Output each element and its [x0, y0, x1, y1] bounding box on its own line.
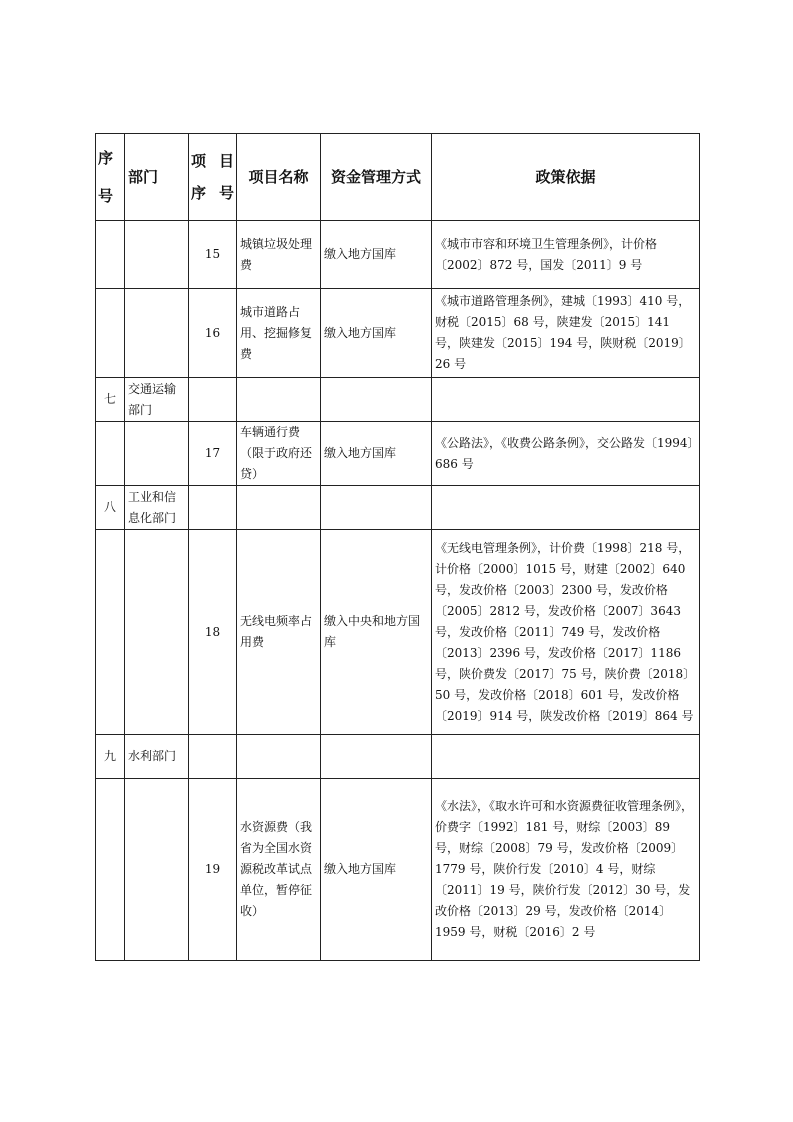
cell-dept: 水利部门 [125, 735, 189, 779]
table-row [96, 422, 700, 486]
cell-seq [96, 779, 125, 961]
cell-name [237, 486, 321, 530]
cell-fund [321, 378, 432, 422]
header-seq-line2: 号 [98, 187, 114, 205]
table-row [96, 530, 700, 735]
cell-fund: 缴入地方国库 [321, 779, 432, 961]
table-row [96, 486, 700, 530]
cell-dept [125, 422, 189, 486]
header-dept: 部门 [125, 134, 189, 221]
cell-item-seq: 18 [189, 530, 237, 735]
header-item-seq [189, 134, 237, 221]
table-header-row [96, 134, 700, 221]
cell-dept [125, 221, 189, 289]
cell-seq: 七 [96, 378, 125, 422]
table-row [96, 289, 700, 378]
header-seq [96, 134, 125, 221]
cell-fund: 缴入地方国库 [321, 221, 432, 289]
cell-seq: 八 [96, 486, 125, 530]
header-item-seq-a: 项 [191, 152, 207, 170]
cell-item-seq: 15 [189, 221, 237, 289]
cell-policy: 《公路法》，《收费公路条例》，交公路发〔1994〕686 号 [432, 422, 700, 486]
cell-item-seq: 17 [189, 422, 237, 486]
header-item-seq-c: 序 [191, 184, 207, 202]
fee-table [95, 133, 700, 961]
cell-item-seq: 16 [189, 289, 237, 378]
cell-fund: 缴入中央和地方国库 [321, 530, 432, 735]
header-fund: 资金管理方式 [321, 134, 432, 221]
cell-name: 城市道路占用、挖掘修复费 [237, 289, 321, 378]
header-name: 项目名称 [237, 134, 321, 221]
cell-dept: 工业和信息化部门 [125, 486, 189, 530]
cell-name: 无线电频率占用费 [237, 530, 321, 735]
cell-policy [432, 486, 700, 530]
cell-seq: 九 [96, 735, 125, 779]
cell-item-seq [189, 486, 237, 530]
table-row [96, 735, 700, 779]
cell-fund [321, 735, 432, 779]
cell-seq [96, 289, 125, 378]
cell-policy: 《水法》，《取水许可和水资源费征收管理条例》，价费字〔1992〕181 号，财综〔2003〕89 号，财综〔2008〕79 号，发改价格〔2009〕1779 号，陕价行发〔2010〕4 号，财综〔2011〕19 号，陕价行发〔2012〕30 号，发改价格〔2013〕29 号，发改价格〔2014〕1959 号，财税〔2016〕2 号 [432, 779, 700, 961]
cell-name [237, 378, 321, 422]
cell-dept [125, 779, 189, 961]
cell-policy: 《城市道路管理条例》，建城〔1993〕410 号，财税〔2015〕68 号，陕建发〔2015〕141 号，陕建发〔2015〕194 号，陕财税〔2019〕26 号 [432, 289, 700, 378]
cell-fund [321, 486, 432, 530]
cell-item-seq [189, 378, 237, 422]
cell-name: 水资源费（我省为全国水资源税改革试点单位，暂停征收） [237, 779, 321, 961]
header-item-seq-b: 目 [218, 152, 234, 170]
cell-item-seq: 19 [189, 779, 237, 961]
table-row [96, 378, 700, 422]
cell-fund: 缴入地方国库 [321, 422, 432, 486]
table-row [96, 779, 700, 961]
cell-seq [96, 530, 125, 735]
cell-name: 城镇垃圾处理费 [237, 221, 321, 289]
header-policy: 政策依据 [432, 134, 700, 221]
cell-name: 车辆通行费（限于政府还贷） [237, 422, 321, 486]
header-seq-line1: 序 [98, 149, 114, 167]
cell-seq [96, 422, 125, 486]
cell-dept: 交通运输部门 [125, 378, 189, 422]
cell-policy [432, 735, 700, 779]
cell-dept [125, 289, 189, 378]
table-row [96, 221, 700, 289]
cell-seq [96, 221, 125, 289]
cell-item-seq [189, 735, 237, 779]
cell-fund: 缴入地方国库 [321, 289, 432, 378]
cell-name [237, 735, 321, 779]
cell-policy [432, 378, 700, 422]
cell-policy: 《无线电管理条例》，计价费〔1998〕218 号，计价格〔2000〕1015 号，财建〔2002〕640 号，发改价格〔2003〕2300 号，发改价格〔2005〕2812 号，发改价格〔2007〕3643 号，发改价格〔2011〕749 号，发改价格〔2013〕2396 号，发改价格〔2017〕1186 号，陕价费发〔2017〕75 号，陕价费〔2018〕50 号，发改价格〔2018〕601 号，发改价格〔2019〕914 号，陕发改价格〔2019〕864 号 [432, 530, 700, 735]
cell-dept [125, 530, 189, 735]
cell-policy: 《城市市容和环境卫生管理条例》，计价格〔2002〕872 号，国发〔2011〕9 号 [432, 221, 700, 289]
header-item-seq-d: 号 [218, 184, 234, 202]
